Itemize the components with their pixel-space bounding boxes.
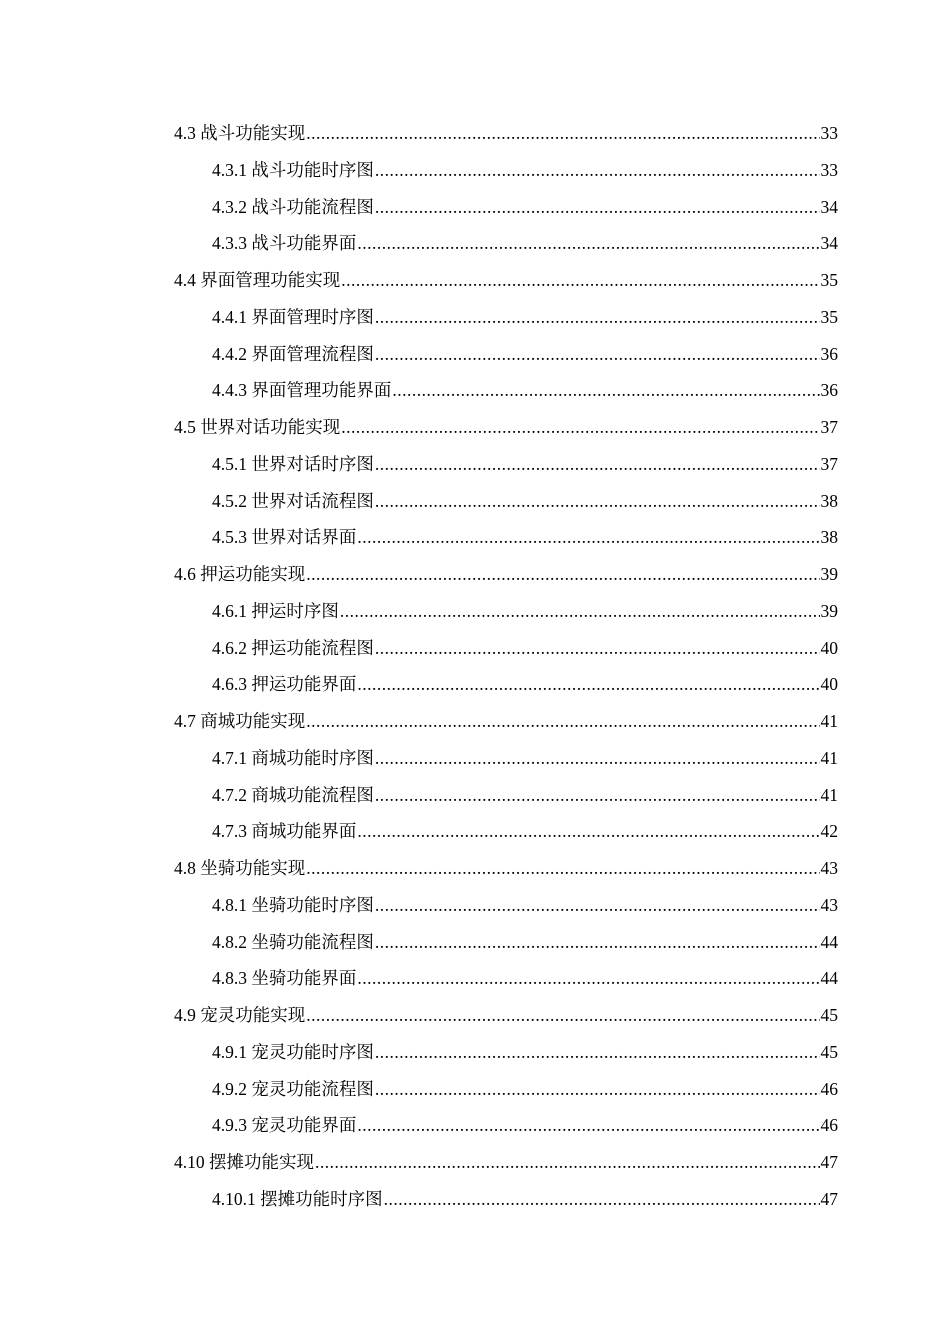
toc-entry-page: 47 [820, 1188, 838, 1209]
toc-entry-page: 33 [820, 123, 838, 143]
toc-entry[interactable] [174, 1071, 838, 1108]
toc-entry-title: 4.4.1 界面管理时序图 [212, 306, 374, 327]
toc-entry-page: 34 [820, 196, 838, 217]
toc-entry[interactable] [174, 152, 838, 189]
toc-entry-title: 4.9 宠灵功能实现 [174, 1005, 306, 1025]
dot-leader [375, 1071, 820, 1108]
toc-entry-title: 4.8.2 坐骑功能流程图 [212, 931, 374, 952]
dot-leader [306, 850, 819, 887]
toc-entry[interactable] [174, 189, 838, 226]
toc-entry-title: 4.4 界面管理功能实现 [174, 270, 341, 290]
toc-entry-page: 37 [820, 417, 838, 437]
toc-entry-title: 4.8.1 坐骑功能时序图 [212, 894, 374, 915]
toc-entry[interactable] [174, 960, 838, 997]
toc-entry[interactable] [174, 850, 838, 887]
toc-entry[interactable] [174, 1144, 838, 1181]
toc-entry[interactable] [174, 409, 838, 446]
dot-leader [392, 372, 819, 409]
toc-entry-title: 4.7.1 商城功能时序图 [212, 747, 374, 768]
toc-entry-page: 40 [820, 637, 838, 658]
toc-entry[interactable] [174, 556, 838, 593]
dot-leader [341, 409, 819, 446]
toc-entry-page: 35 [820, 270, 838, 290]
toc-entry[interactable] [174, 997, 838, 1034]
toc-entry-page: 46 [820, 1115, 838, 1136]
toc-entry[interactable] [174, 924, 838, 961]
toc-entry-title: 4.7.2 商城功能流程图 [212, 784, 374, 805]
toc-entry-page: 39 [820, 600, 838, 621]
toc-entry-title: 4.4.3 界面管理功能界面 [212, 380, 392, 401]
toc-entry[interactable] [174, 336, 838, 373]
toc-entry-title: 4.6.1 押运时序图 [212, 600, 339, 621]
toc-entry[interactable] [174, 813, 838, 850]
dot-leader [375, 189, 820, 226]
dot-leader [375, 1034, 820, 1071]
toc-entry-title: 4.10.1 摆摊功能时序图 [212, 1188, 383, 1209]
toc-entry-title: 4.3.2 战斗功能流程图 [212, 196, 374, 217]
toc-entry-title: 4.5.3 世界对话界面 [212, 527, 357, 548]
toc-entry-page: 47 [820, 1152, 838, 1172]
toc-entry[interactable] [174, 1107, 838, 1144]
toc-entry[interactable] [174, 446, 838, 483]
dot-leader [306, 556, 819, 593]
dot-leader [306, 997, 819, 1034]
dot-leader [384, 1181, 820, 1218]
toc-entry-page: 45 [820, 1005, 838, 1025]
toc-entry-page: 38 [820, 490, 838, 511]
toc-entry-page: 38 [820, 527, 838, 548]
dot-leader [357, 666, 819, 703]
dot-leader [357, 960, 819, 997]
toc-entry-title: 4.5.2 世界对话流程图 [212, 490, 374, 511]
toc-entry[interactable] [174, 887, 838, 924]
toc-entry-page: 46 [820, 1078, 838, 1099]
dot-leader [315, 1144, 820, 1181]
toc-entry-page: 33 [820, 159, 838, 180]
toc-entry[interactable] [174, 1181, 838, 1218]
toc-entry[interactable] [174, 519, 838, 556]
toc-entry-page: 37 [820, 453, 838, 474]
toc-entry-page: 42 [820, 821, 838, 842]
toc-entry-page: 36 [820, 380, 838, 401]
toc-entry-page: 43 [820, 894, 838, 915]
toc-entry-page: 44 [820, 931, 838, 952]
dot-leader [357, 1107, 819, 1144]
toc-entry[interactable] [174, 299, 838, 336]
toc-entry[interactable] [174, 630, 838, 667]
toc-entry-title: 4.3.1 战斗功能时序图 [212, 159, 374, 180]
dot-leader [340, 593, 820, 630]
toc-entry-title: 4.6 押运功能实现 [174, 564, 306, 584]
toc-entry-page: 45 [820, 1041, 838, 1062]
toc-entry-page: 41 [820, 711, 838, 731]
toc-entry-page: 44 [820, 968, 838, 989]
dot-leader [375, 887, 820, 924]
toc-entry[interactable] [174, 777, 838, 814]
toc-entry-page: 40 [820, 674, 838, 695]
toc-entry-title: 4.7 商城功能实现 [174, 711, 306, 731]
dot-leader [375, 630, 820, 667]
toc-entry-title: 4.9.3 宠灵功能界面 [212, 1115, 357, 1136]
toc-entry-page: 41 [820, 784, 838, 805]
toc-entry[interactable] [174, 225, 838, 262]
toc-entry[interactable] [174, 262, 838, 299]
toc-entry[interactable] [174, 483, 838, 520]
toc-entry[interactable] [174, 1034, 838, 1071]
toc-entry-title: 4.5 世界对话功能实现 [174, 417, 341, 437]
toc-entry-title: 4.9.2 宠灵功能流程图 [212, 1078, 374, 1099]
toc-entry-page: 35 [820, 306, 838, 327]
toc-entry[interactable] [174, 372, 838, 409]
toc-entry[interactable] [174, 703, 838, 740]
toc-entry[interactable] [174, 115, 838, 152]
toc-entry-page: 36 [820, 343, 838, 364]
dot-leader [357, 225, 819, 262]
dot-leader [375, 924, 820, 961]
dot-leader [306, 703, 819, 740]
dot-leader [357, 813, 819, 850]
toc-entry[interactable] [174, 593, 838, 630]
toc-entry-title: 4.6.2 押运功能流程图 [212, 637, 374, 658]
toc-entry-page: 41 [820, 747, 838, 768]
dot-leader [375, 446, 820, 483]
dot-leader [341, 262, 819, 299]
toc-entry-title: 4.8.3 坐骑功能界面 [212, 968, 357, 989]
toc-entry-title: 4.5.1 世界对话时序图 [212, 453, 374, 474]
toc-entry-title: 4.10 摆摊功能实现 [174, 1152, 314, 1172]
toc-entry-title: 4.8 坐骑功能实现 [174, 858, 306, 878]
toc-entry-page: 34 [820, 233, 838, 254]
toc-entry-page: 39 [820, 564, 838, 584]
toc-entry-title: 4.7.3 商城功能界面 [212, 821, 357, 842]
toc-entry-page: 43 [820, 858, 838, 878]
dot-leader [375, 483, 820, 520]
toc-entry-title: 4.6.3 押运功能界面 [212, 674, 357, 695]
dot-leader [375, 152, 820, 189]
toc-entry[interactable] [174, 740, 838, 777]
dot-leader [375, 299, 820, 336]
dot-leader [375, 336, 820, 373]
dot-leader [375, 740, 820, 777]
toc-entry-title: 4.3.3 战斗功能界面 [212, 233, 357, 254]
dot-leader [357, 519, 819, 556]
dot-leader [375, 777, 820, 814]
table-of-contents [174, 115, 838, 1218]
toc-entry-title: 4.4.2 界面管理流程图 [212, 343, 374, 364]
toc-entry-title: 4.3 战斗功能实现 [174, 123, 306, 143]
toc-entry[interactable] [174, 666, 838, 703]
toc-entry-title: 4.9.1 宠灵功能时序图 [212, 1041, 374, 1062]
dot-leader [306, 115, 819, 152]
